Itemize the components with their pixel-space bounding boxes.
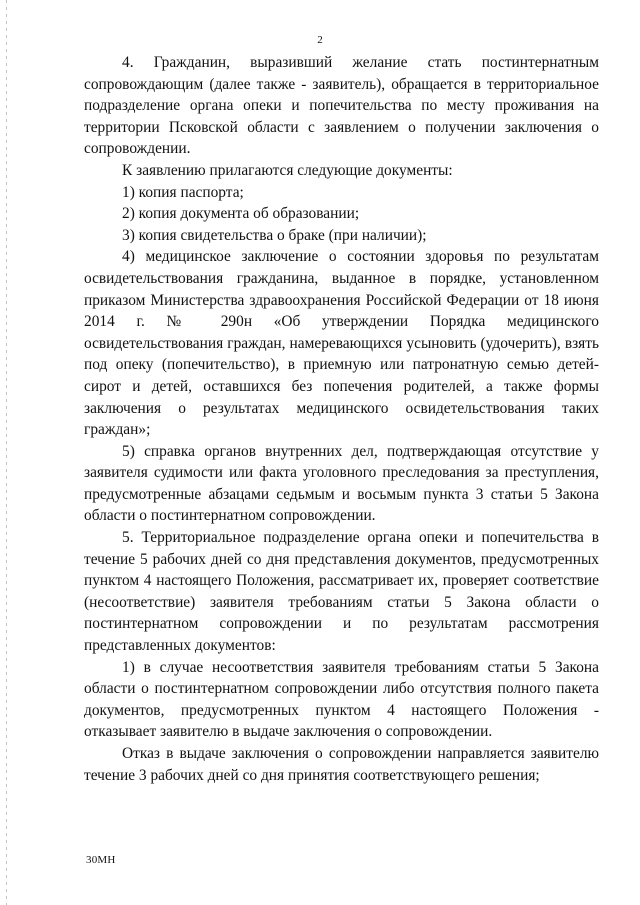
paragraph-item-4-application: 4. Гражданин, выразивший желание стать постинтернатным сопровождающим (далее также - заявитель), обращается в территориальное подразделение органа опеки и попечительства по месту проживания на территории Псковской области с заявлением о получении заключения о сопровождении. xyxy=(84,54,599,158)
list-item-medical-report: 4) медицинское заключение о состоянии здоровья по результатам освидетельствования гражданина, выданное в порядке, установленном приказом Министерства здравоохранения Российской Федерации от 18 июня 2014 г. № 290н «Об утверждении Порядка медицинского освидетельствования граждан, намеревающихся усыновить (удочерить), взять под опеку (попечительство), в приемную или патронатную семью детей-сирот и детей, оставшихся без попечения родителей, а также формы заключения о результатах медицинского освидетельствования таких граждан»; xyxy=(84,248,599,439)
list-item-education-copy: 2) копия документа об образовании; xyxy=(122,205,360,223)
list-item-police-certificate: 5) справка органов внутренних дел, подтверждающая отсутствие у заявителя судимости или факта уголовного преследования за преступления, предусмотренные абзацами седьмым и восьмым пункта 3 статьи 5 Закона области о постинтернатном сопровождении. xyxy=(84,442,599,525)
footer-document-code: 30МН xyxy=(86,854,116,866)
document-body xyxy=(84,52,599,786)
paragraph-item-5-review: 5. Территориальное подразделение органа опеки и попечительства в течение 5 рабочих дней со дня представления документов, предусмотренных пунктом 4 настоящего Положения, рассматривает их, проверяет соответствие (несоответствие) заявителя требованиям статьи 5 Закона области о постинтернатном сопровождении и по результатам рассмотрения представленных документов: xyxy=(84,529,599,655)
list-item-passport-copy: 1) копия паспорта; xyxy=(122,183,244,201)
list-item-refusal-case: 1) в случае несоответствия заявителя требованиям статьи 5 Закона области о постинтернатном сопровождении либо отсутствия полного пакета документов, предусмотренных пунктом 4 настоящего Положения - отказывает заявителю в выдаче заключения о сопровождении. xyxy=(84,658,599,741)
paragraph-refusal-notice: Отказ в выдаче заключения о сопровождении направляется заявителю течение 3 рабочих дней со дня принятия соответствующего решения; xyxy=(84,745,599,784)
paragraph-attachments-intro: К заявлению прилагаются следующие документы: xyxy=(122,161,453,179)
page-number: 2 xyxy=(317,34,323,46)
list-item-marriage-certificate: 3) копия свидетельства о браке (при наличии); xyxy=(122,226,427,244)
scan-edge-line xyxy=(6,0,7,905)
